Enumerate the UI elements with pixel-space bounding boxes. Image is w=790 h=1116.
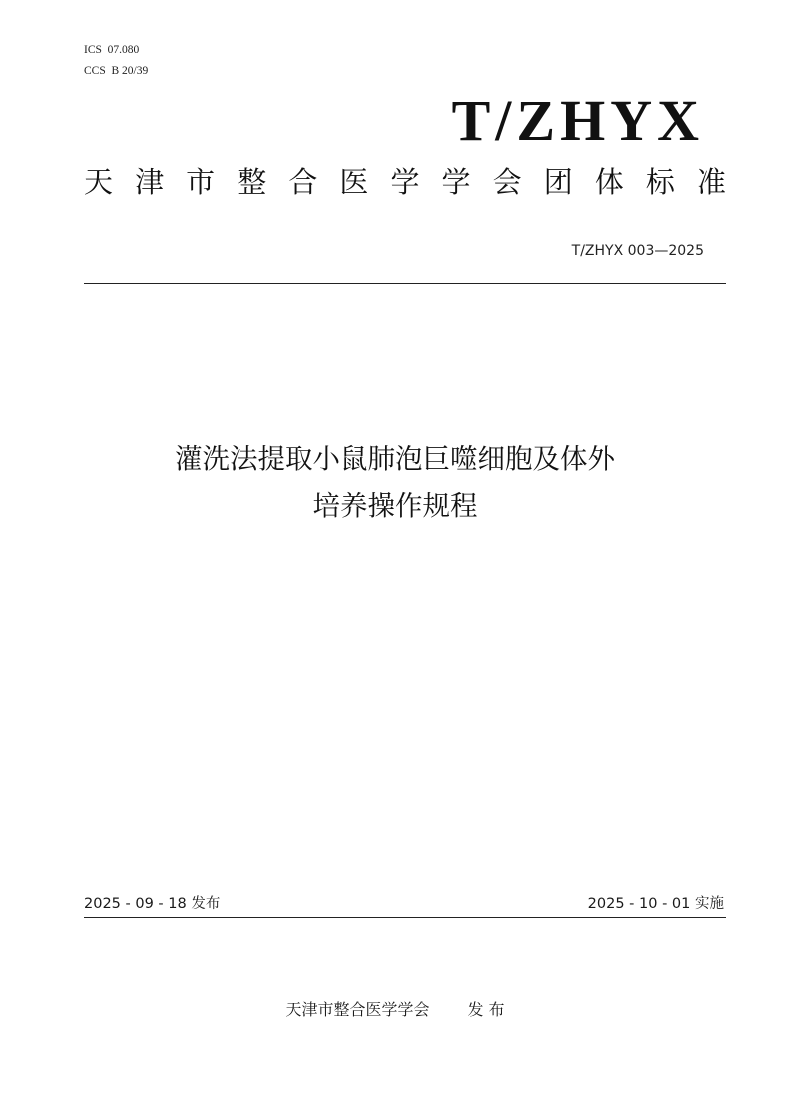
org-title-char: 标	[645, 165, 675, 199]
footer-divider	[84, 917, 726, 918]
document-title-line-1: 灌洗法提取小鼠肺泡巨噬细胞及体外	[175, 443, 615, 475]
publish-date: 2025 - 09 - 18 发布	[84, 896, 221, 912]
org-title-char: 市	[186, 165, 216, 199]
org-title-char: 整	[237, 165, 267, 199]
org-title-char: 天	[84, 165, 114, 199]
ccs-code: CCS B 20/39	[84, 65, 149, 77]
publisher-org: 天津市整合医学学会	[285, 1000, 430, 1019]
ics-code: ICS 07.080	[84, 44, 140, 56]
standard-logo: T/ZHYX	[451, 88, 704, 153]
org-title-char: 合	[288, 165, 318, 199]
header-divider	[84, 283, 726, 284]
org-title-char: 医	[339, 165, 369, 199]
org-title-char: 会	[492, 165, 522, 199]
org-title-char: 学	[441, 165, 471, 199]
org-title-char: 津	[135, 165, 165, 199]
standard-number: T/ZHYX 003—2025	[571, 243, 704, 259]
org-title-char: 学	[390, 165, 420, 199]
org-title-char: 准	[696, 165, 726, 199]
document-title-line-2: 培养操作规程	[312, 490, 478, 522]
implement-date: 2025 - 10 - 01 实施	[587, 896, 724, 912]
document-title	[0, 436, 790, 530]
publisher-line	[0, 997, 790, 1023]
org-title-char: 体	[594, 165, 624, 199]
classification-codes	[84, 40, 148, 82]
org-standard-title	[84, 160, 726, 204]
publisher-action: 发 布	[467, 1000, 505, 1019]
org-title-char: 团	[543, 165, 573, 199]
